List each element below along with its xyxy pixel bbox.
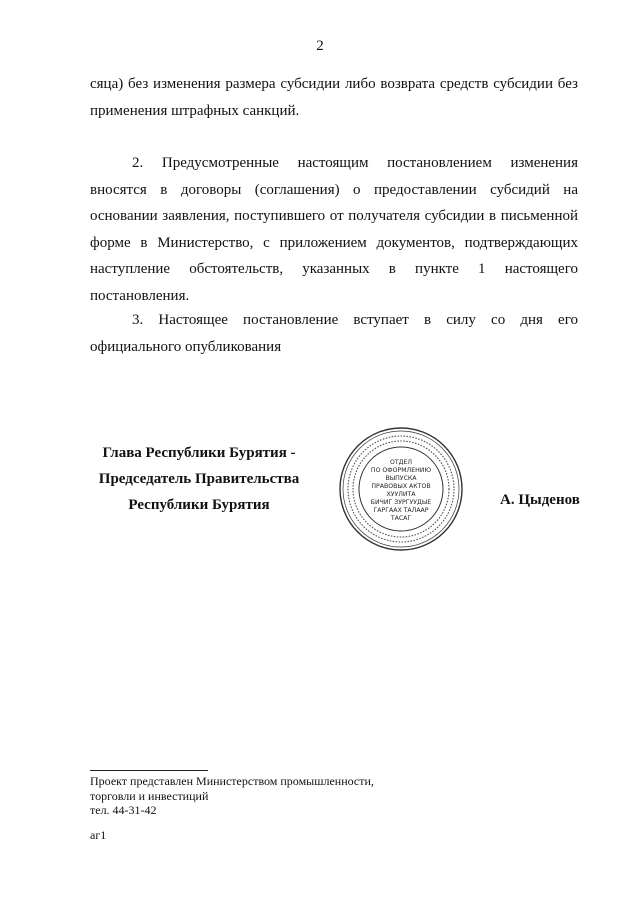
paragraph-item-2 — [90, 150, 578, 309]
signatory-title — [90, 440, 308, 518]
seal-text: ВЫПУСКА — [385, 475, 417, 482]
document-code: аг1 — [90, 828, 107, 842]
paragraph-text: сяца) без изменения размера субсидии либо возврата средств субсидии без применения штрафных санкций. — [90, 76, 578, 119]
seal-text: ГАРГААХ ТАЛААР — [373, 507, 429, 514]
paragraph-item-3 — [90, 307, 578, 360]
seal-text: ПРАВОВЫХ АКТОВ — [371, 483, 431, 490]
paragraph-text: 3. Настоящее постановление вступает в силу со дня его официального опубликования — [90, 312, 578, 355]
seal-text: ТАСАГ — [390, 515, 412, 522]
seal-text: БИЧИГ ЗУРГУУДЫЕ — [370, 499, 432, 506]
footnote-divider — [90, 770, 208, 771]
signatory-name: А. Цыденов — [500, 492, 580, 508]
signatory-title-line: Председатель Правительства — [98, 471, 300, 487]
paragraph-text: 2. Предусмотренные настоящим постановлением изменения вносятся в договоры (соглашения) о предоставлении субсидий на основании заявления, поступившего от получателя субсидии в письменной форме в Министерство, с приложением документов, подтверждающих наступление обстоятельств, указанных в пункте 1 настоящего постановления. — [90, 155, 578, 304]
paragraph-continuation — [90, 71, 578, 124]
seal-text: ПО ОФОРМЛЕНИЮ — [370, 467, 432, 474]
signatory-title-line: Глава Республики Бурятия - — [102, 445, 296, 461]
page-number: 2 — [316, 38, 324, 54]
official-seal-stamp — [338, 426, 464, 552]
footnote-line: Проект представлен Министерством промышленности, — [90, 774, 374, 788]
signatory-title-line: Республики Бурятия — [128, 497, 270, 513]
seal-text: ОТДЕЛ — [389, 459, 413, 466]
footnote-line: торговли и инвестиций — [90, 788, 209, 803]
footnote-line: тел. 44-31-42 — [90, 803, 157, 817]
seal-text: ХУУЛИТА — [386, 491, 416, 498]
footnote — [90, 774, 374, 818]
